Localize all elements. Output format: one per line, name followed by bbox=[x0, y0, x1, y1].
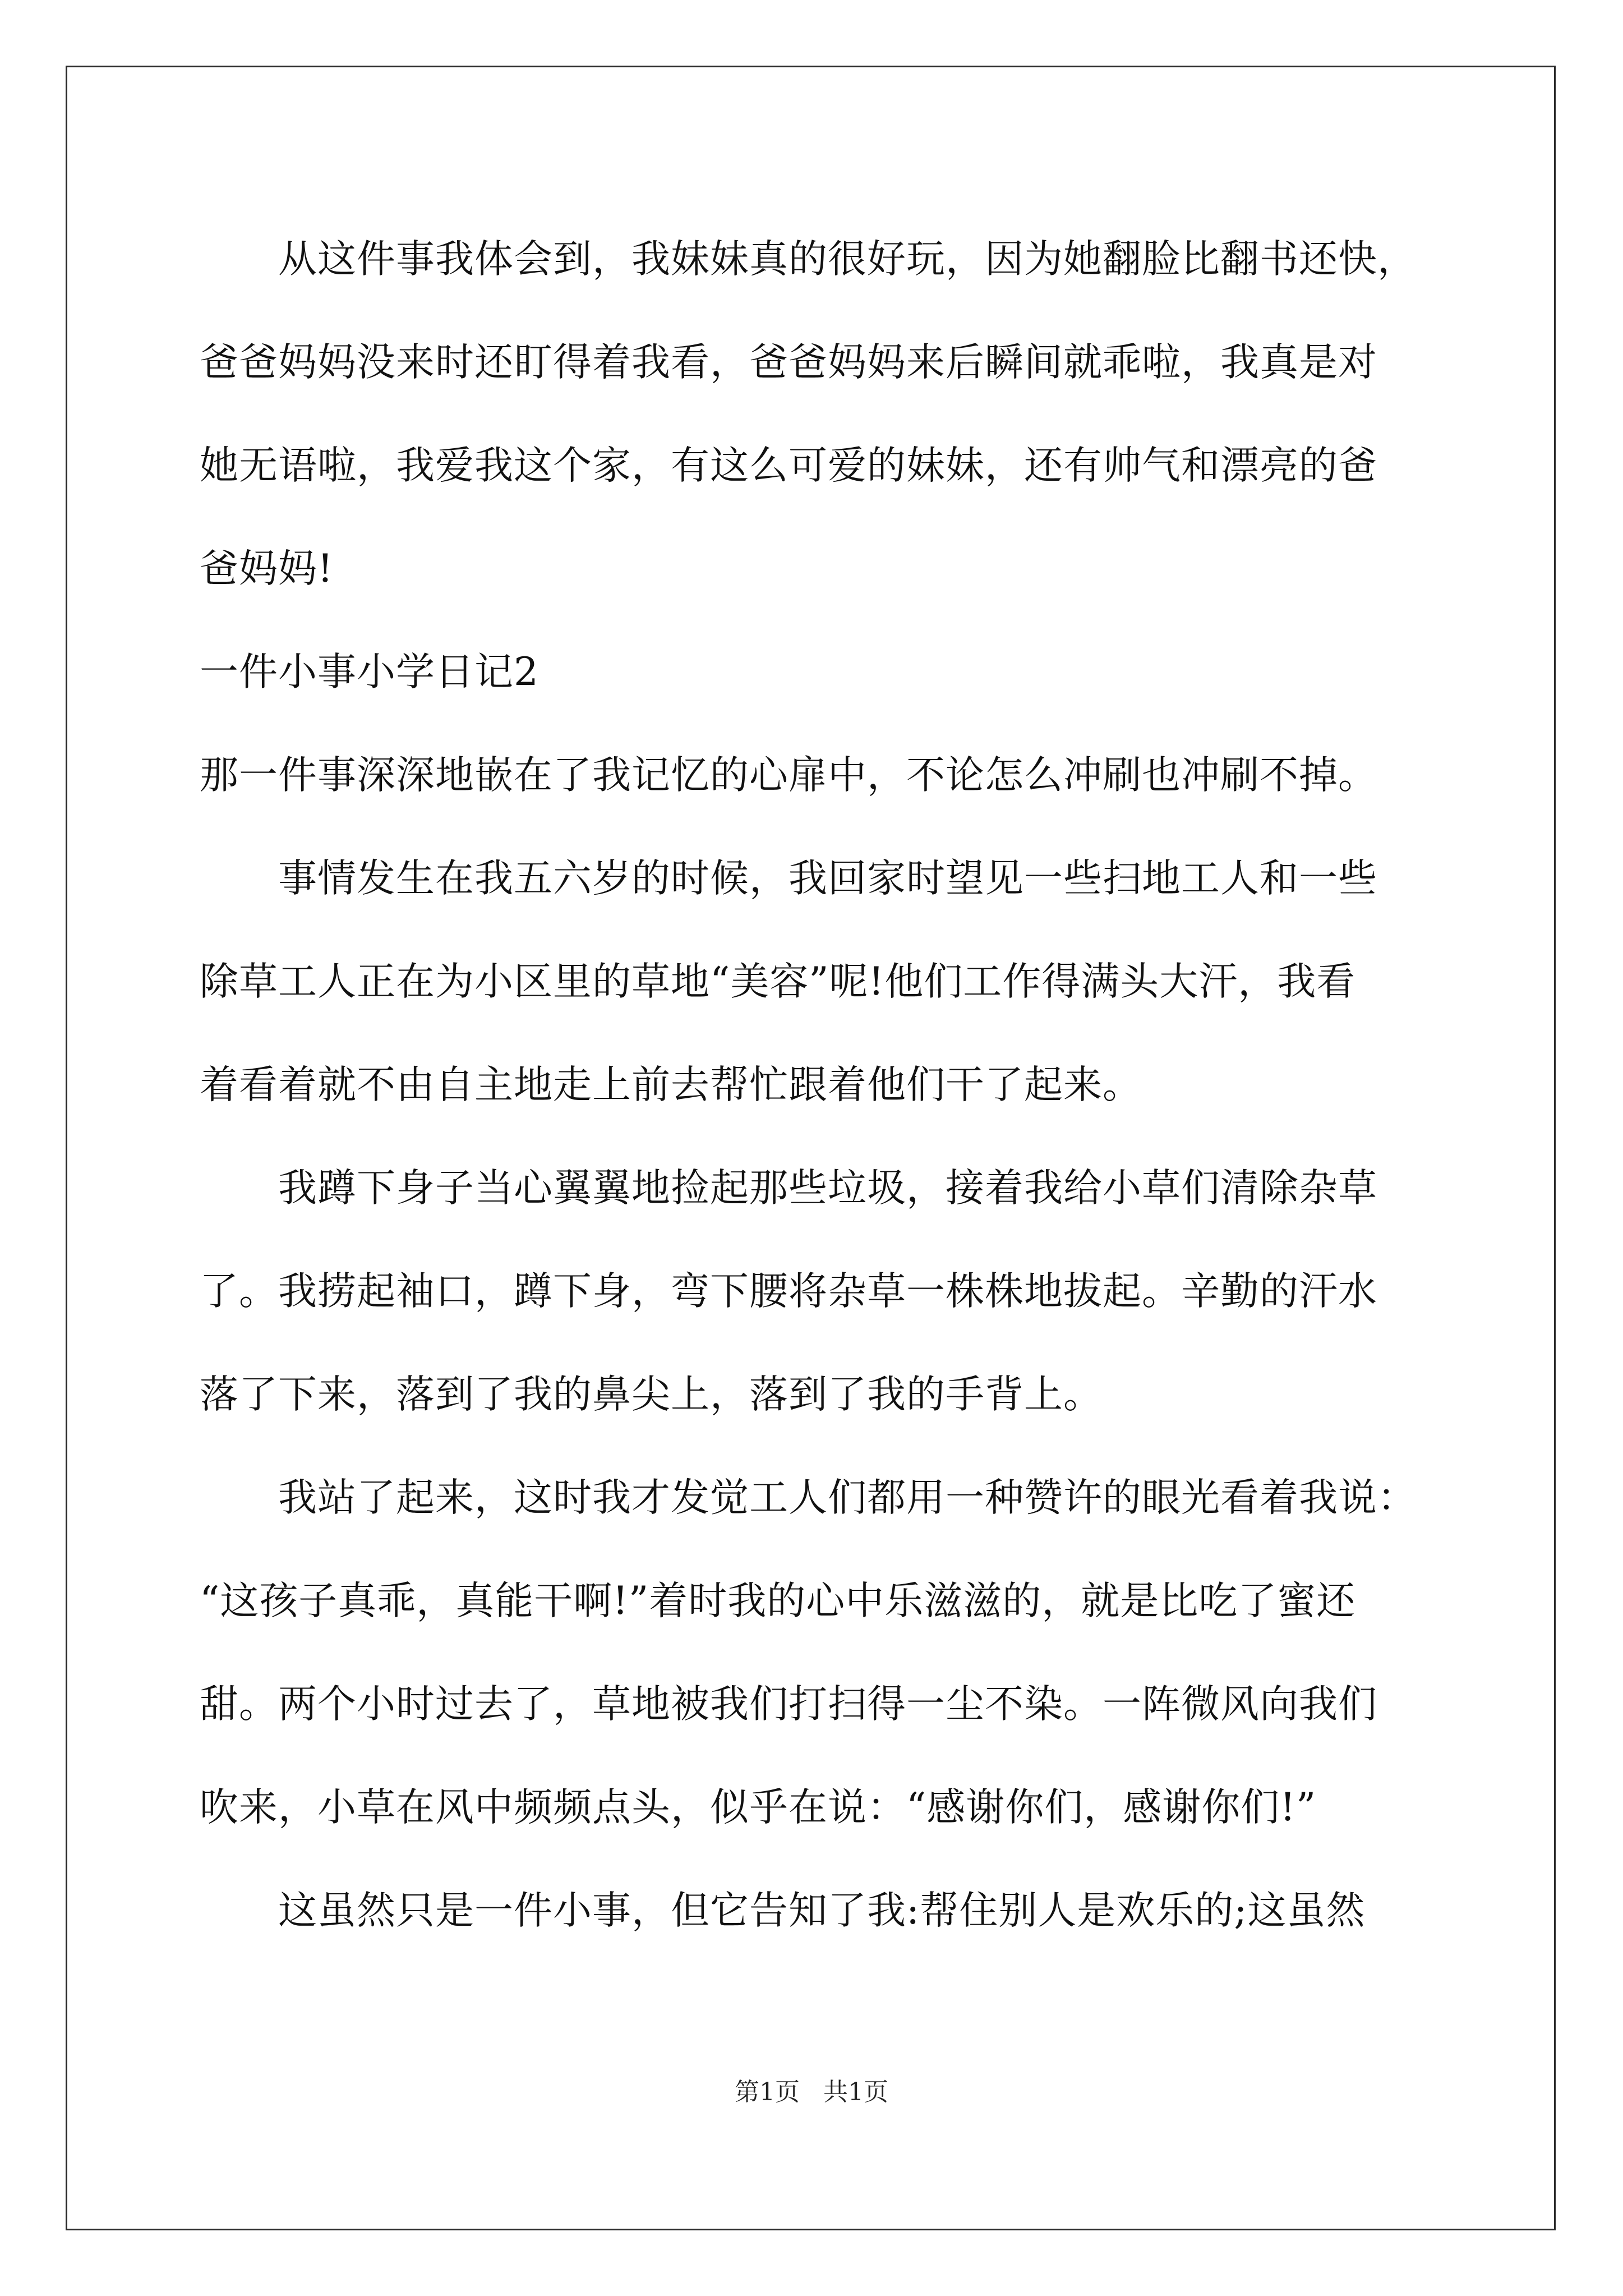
page-footer bbox=[0, 2076, 1623, 2109]
text-line: 爸妈妈! bbox=[200, 546, 334, 591]
text-line: 了。我捞起袖口，蹲下身，弯下腰将杂草一株株地拔起。辛勤的汗水 bbox=[200, 1269, 1377, 1314]
text-line: 这虽然只是一件小事，但它告知了我:帮住别人是欢乐的;这虽然 bbox=[200, 1888, 1366, 1933]
section-title: 一件小事小学日记2 bbox=[200, 650, 539, 694]
text-line: 甜。两个小时过去了，草地被我们打扫得一尘不染。一阵微风向我们 bbox=[200, 1682, 1377, 1727]
text-line: 从这件事我体会到，我妹妹真的很好玩，因为她翻脸比翻书还快， bbox=[200, 237, 1417, 282]
text-line: “这孩子真乖，真能干啊!”着时我的心中乐滋滋的，就是比吃了蜜还 bbox=[200, 1579, 1356, 1623]
text-line: 着看着就不由自主地走上前去帮忙跟着他们干了起来。 bbox=[200, 1062, 1142, 1107]
text-line: 除草工人正在为小区里的草地“美容”呢!他们工作得满头大汗，我看 bbox=[200, 959, 1356, 1004]
text-line: 吹来，小草在风中频频点头，似乎在说：“感谢你们，感谢你们!” bbox=[200, 1785, 1317, 1830]
text-line: 落了下来，落到了我的鼻尖上，落到了我的手背上。 bbox=[200, 1372, 1103, 1417]
text-line: 那一件事深深地嵌在了我记忆的心扉中，不论怎么冲刷也冲刷不掉。 bbox=[200, 753, 1377, 798]
text-line: 她无语啦，我爱我这个家，有这么可爱的妹妹，还有帅气和漂亮的爸 bbox=[200, 443, 1377, 488]
text-line: 爸爸妈妈没来时还盯得着我看，爸爸妈妈来后瞬间就乖啦，我真是对 bbox=[200, 340, 1377, 385]
text-line: 我蹲下身子当心翼翼地捡起那些垃圾，接着我给小草们清除杂草 bbox=[200, 1166, 1377, 1211]
document-body bbox=[200, 208, 1456, 1962]
page-total: 共1页 bbox=[823, 2078, 888, 2106]
page-number: 第1页 bbox=[735, 2078, 800, 2106]
text-line: 事情发生在我五六岁的时候，我回家时望见一些扫地工人和一些 bbox=[200, 856, 1377, 901]
text-line: 我站了起来，这时我才发觉工人们都用一种赞许的眼光看着我说： bbox=[200, 1475, 1417, 1520]
